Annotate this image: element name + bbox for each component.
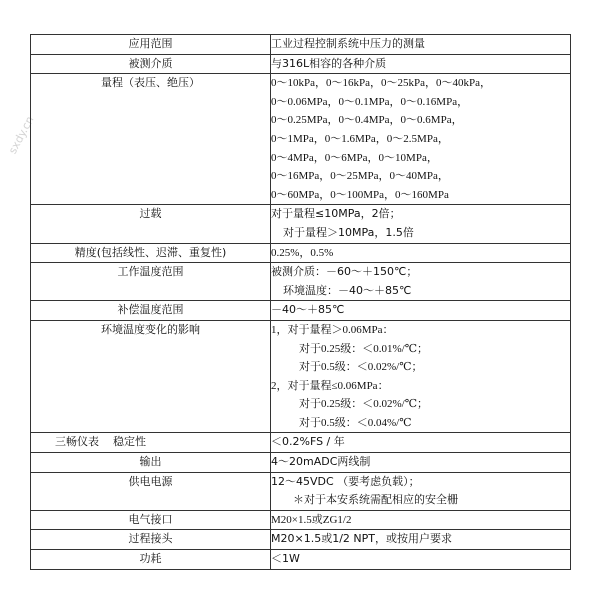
row-value: M20×1.5或1/2 NPT，或按用户要求 <box>271 530 571 550</box>
table-row <box>31 301 571 321</box>
row-value: M20×1.5或ZG1/2 <box>271 510 571 530</box>
table-row <box>31 263 571 301</box>
row-value: 被测介质：－60～＋150℃； 环境温度：－40～＋85℃ <box>271 263 571 301</box>
row-label: 被测介质 <box>31 54 271 74</box>
row-value: 0.25%，0.5% <box>271 243 571 263</box>
row-label: 过载 <box>31 205 271 243</box>
watermark: sxdy.cn <box>6 114 37 157</box>
spec-table <box>30 34 571 570</box>
row-label: 精度(包括线性、迟滞、重复性) <box>31 243 271 263</box>
row-label: 量程（表压、绝压） <box>31 74 271 205</box>
row-value: 0～10kPa，0～16kPa，0～25kPa，0～40kPa， 0～0.06MPa，0～0.1MPa，0～0.16MPa， 0～0.25MPa，0～0.4MPa，0～0.6MPa， 0～1MPa，0～1.6MPa，0～2.5MPa， 0～4MPa，0～6MPa，0～10MPa， 0～16MPa，0～25MPa，0～40MPa， 0～60MPa，0～100MPa，0～160MPa <box>271 74 571 205</box>
table-row <box>31 74 571 205</box>
table-row <box>31 510 571 530</box>
row-label: 过程接头 <box>31 530 271 550</box>
table-row <box>31 243 571 263</box>
row-label: 补偿温度范围 <box>31 301 271 321</box>
row-label <box>31 433 271 453</box>
row-value: 1，对于量程＞0.06MPa： 对于0.25级：＜0.01%/℃； 对于0.5级：＜0.02%/℃； 2，对于量程≤0.06MPa： 对于0.25级：＜0.02%/℃； 对于0.5级：＜0.04%/℃ <box>271 320 571 433</box>
stability-label: 稳定性 <box>113 435 146 449</box>
row-value: ＜0.2%FS / 年 <box>271 433 571 453</box>
row-label: 功耗 <box>31 550 271 570</box>
row-value: 工业过程控制系统中压力的测量 <box>271 35 571 55</box>
row-label: 电气接口 <box>31 510 271 530</box>
row-value: ＜1W <box>271 550 571 570</box>
brand-label: 三畅仪表 <box>55 435 99 449</box>
row-label: 输出 <box>31 453 271 473</box>
table-row <box>31 320 571 433</box>
table-row <box>31 550 571 570</box>
table-row <box>31 530 571 550</box>
row-value: 与316L相容的各种介质 <box>271 54 571 74</box>
table-row <box>31 433 571 453</box>
row-value: 12～45VDC （要考虑负载）； ＊对于本安系统需配相应的安全栅 <box>271 472 571 510</box>
table-row <box>31 35 571 55</box>
row-value: －40～＋85℃ <box>271 301 571 321</box>
row-value: 4～20mADC两线制 <box>271 453 571 473</box>
row-label: 工作温度范围 <box>31 263 271 301</box>
row-label: 环境温度变化的影响 <box>31 320 271 433</box>
table-row <box>31 453 571 473</box>
row-value: 对于量程≤10MPa，2倍； 对于量程＞10MPa，1.5倍 <box>271 205 571 243</box>
row-label: 供电电源 <box>31 472 271 510</box>
row-label: 应用范围 <box>31 35 271 55</box>
table-row <box>31 205 571 243</box>
table-row <box>31 472 571 510</box>
table-row <box>31 54 571 74</box>
